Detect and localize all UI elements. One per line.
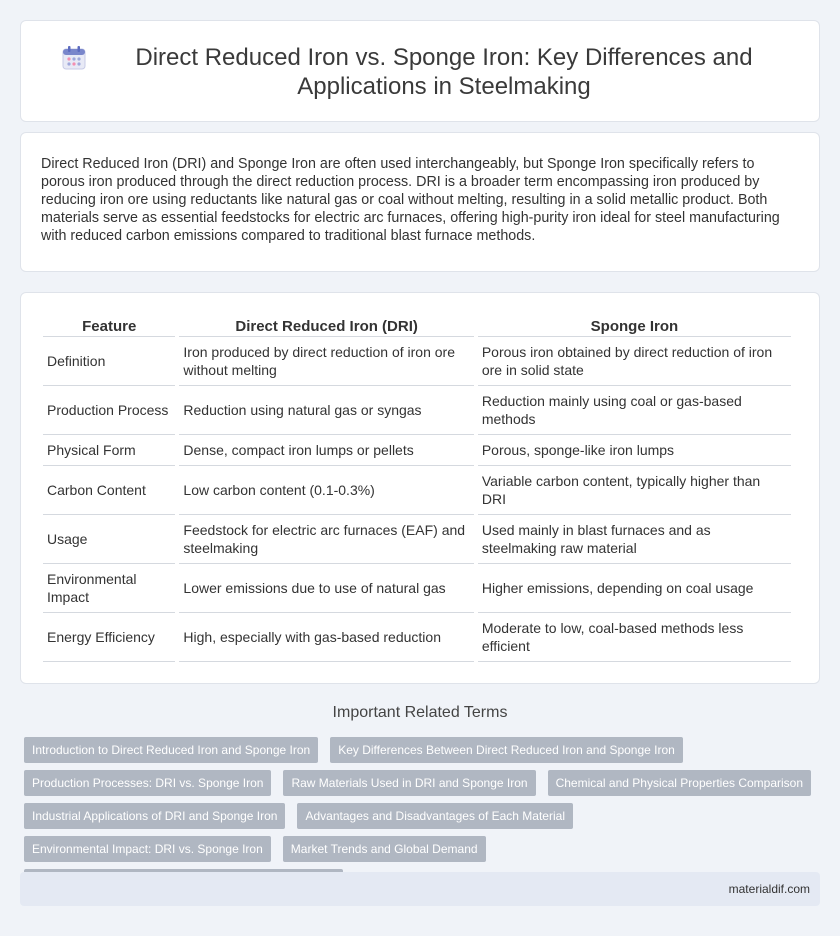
intro-paragraph: Direct Reduced Iron (DRI) and Sponge Iron are often used interchangeably, but Sponge Iron specifically refers to porous iron produced through the direct reduction process. DRI is a broader term encompassing iron produced by reducing iron ore using reductants like natural gas or coal without melting, resulting in a solid metallic product. Both materials serve as essential feedstocks for electric arc furnaces, offering high-purity iron ideal for steel manufacturing with reduced carbon emissions compared to traditional blast furnace methods. [41,156,780,244]
dri-cell: Lower emissions due to use of natural gas [179,564,473,613]
intro-card [20,132,820,272]
footer [20,872,820,906]
related-term-tag[interactable]: Industrial Applications of DRI and Sponge Iron [24,803,285,829]
sponge-iron-cell: Porous iron obtained by direct reduction of iron ore in solid state [478,337,791,386]
dri-cell: Feedstock for electric arc furnaces (EAF) and steelmaking [179,515,473,564]
sponge-iron-cell: Porous, sponge-like iron lumps [478,435,791,466]
feature-cell: Energy Efficiency [43,613,175,662]
table-row [43,515,791,564]
sponge-iron-cell: Used mainly in blast furnaces and as steelmaking raw material [478,515,791,564]
feature-cell: Definition [43,337,175,386]
dri-cell: Iron produced by direct reduction of iron ore without melting [179,337,473,386]
sponge-iron-cell: Higher emissions, depending on coal usage [478,564,791,613]
related-term-tag[interactable]: Introduction to Direct Reduced Iron and Sponge Iron [24,737,318,763]
dri-cell: High, especially with gas-based reduction [179,613,473,662]
related-term-tag[interactable]: Advantages and Disadvantages of Each Material [297,803,573,829]
comparison-card [20,292,820,684]
table-row [43,613,791,662]
related-terms-heading: Important Related Terms [332,704,508,721]
comparison-table [39,315,795,662]
column-header-feature: Feature [43,315,175,337]
table-row [43,435,791,466]
dri-cell: Dense, compact iron lumps or pellets [179,435,473,466]
related-term-tag[interactable]: Market Trends and Global Demand [283,836,486,862]
sponge-iron-cell: Variable carbon content, typically higher than DRI [478,466,791,515]
site-name[interactable]: materialdif.com [728,882,810,896]
sponge-iron-cell: Moderate to low, coal-based methods less efficient [478,613,791,662]
table-row [43,466,791,515]
page-title: Direct Reduced Iron vs. Sponge Iron: Key Differences and Applications in Steelmaking [135,44,753,100]
related-term-tag[interactable]: Raw Materials Used in DRI and Sponge Iron [283,770,535,796]
related-term-tag[interactable]: Environmental Impact: DRI vs. Sponge Iron [24,836,271,862]
related-term-tag[interactable]: Chemical and Physical Properties Comparison [548,770,811,796]
table-header-row [43,315,791,337]
table-row [43,386,791,435]
related-term-tag[interactable]: Production Processes: DRI vs. Sponge Iron [24,770,271,796]
title-card [20,20,820,122]
column-header-sponge-iron: Sponge Iron [478,315,791,337]
feature-cell: Physical Form [43,435,175,466]
table-row [43,337,791,386]
dri-cell: Low carbon content (0.1-0.3%) [179,466,473,515]
sponge-iron-cell: Reduction mainly using coal or gas-based methods [478,386,791,435]
dri-cell: Reduction using natural gas or syngas [179,386,473,435]
feature-cell: Environmental Impact [43,564,175,613]
table-row [43,564,791,613]
title-row [21,21,819,101]
feature-cell: Usage [43,515,175,564]
related-term-tag[interactable]: Key Differences Between Direct Reduced Iron and Sponge Iron [330,737,683,763]
column-header-dri: Direct Reduced Iron (DRI) [179,315,473,337]
feature-cell: Production Process [43,386,175,435]
calendar-icon [61,45,87,71]
feature-cell: Carbon Content [43,466,175,515]
